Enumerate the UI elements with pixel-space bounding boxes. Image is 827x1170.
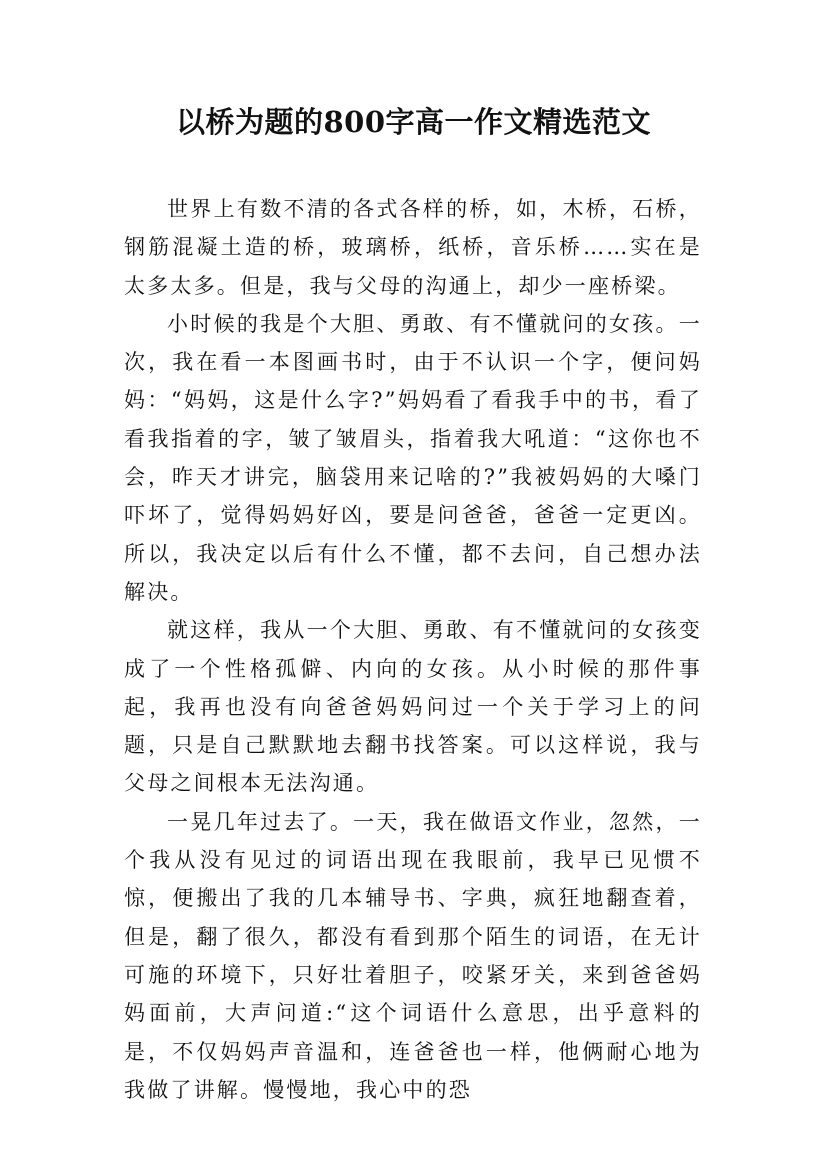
paragraph-3: 就这样，我从一个大胆、勇敢、有不懂就问的女孩变成了一个性格孤僻、内向的女孩。从小时候的那件事起，我再也没有向爸爸妈妈问过一个关于学习上的问题，只是自己默默地去翻书找答案。可以这样说，我与父母之间根本无法沟通。 xyxy=(124,618,702,796)
paragraph-4: 一晃几年过去了。一天，我在做语文作业，忽然，一个我从没有见过的词语出现在我眼前，我早已见惯不惊，便搬出了我的几本辅导书、字典，疯狂地翻查着，但是，翻了很久，都没有看到那个陌生的词语，在无计可施的环境下，只好壮着胆子，咬紧牙关，来到爸爸妈妈面前，大声问道:“这个词语什么意思，出乎意料的是，不仅妈妈声音温和，连爸爸也一样，他俩耐心地为我做了讲解。慢慢地，我心中的恐 xyxy=(124,809,702,1102)
paragraph-2: 小时候的我是个大胆、勇敢、有不懂就问的女孩。一次，我在看一本图画书时，由于不认识一个字，便问妈妈：“妈妈，这是什么字?”妈妈看了看我手中的书，看了看我指着的字，皱了皱眉头，指着我大吼道：“这你也不会，昨天才讲完，脑袋用来记啥的?”我被妈妈的大嗓门吓坏了，觉得妈妈好凶，要是问爸爸，爸爸一定更凶。所以，我决定以后有什么不懂，都不去问，自己想办法解决。 xyxy=(124,311,702,604)
document-title: 以桥为题的800字高一作文精选范文 xyxy=(175,105,652,139)
paragraph-1: 世界上有数不清的各式各样的桥，如，木桥，石桥，钢筋混凝土造的桥，玻璃桥，纸桥，音乐桥……实在是太多太多。但是，我与父母的沟通上，却少一座桥梁。 xyxy=(124,197,702,298)
document-body xyxy=(124,190,702,1109)
